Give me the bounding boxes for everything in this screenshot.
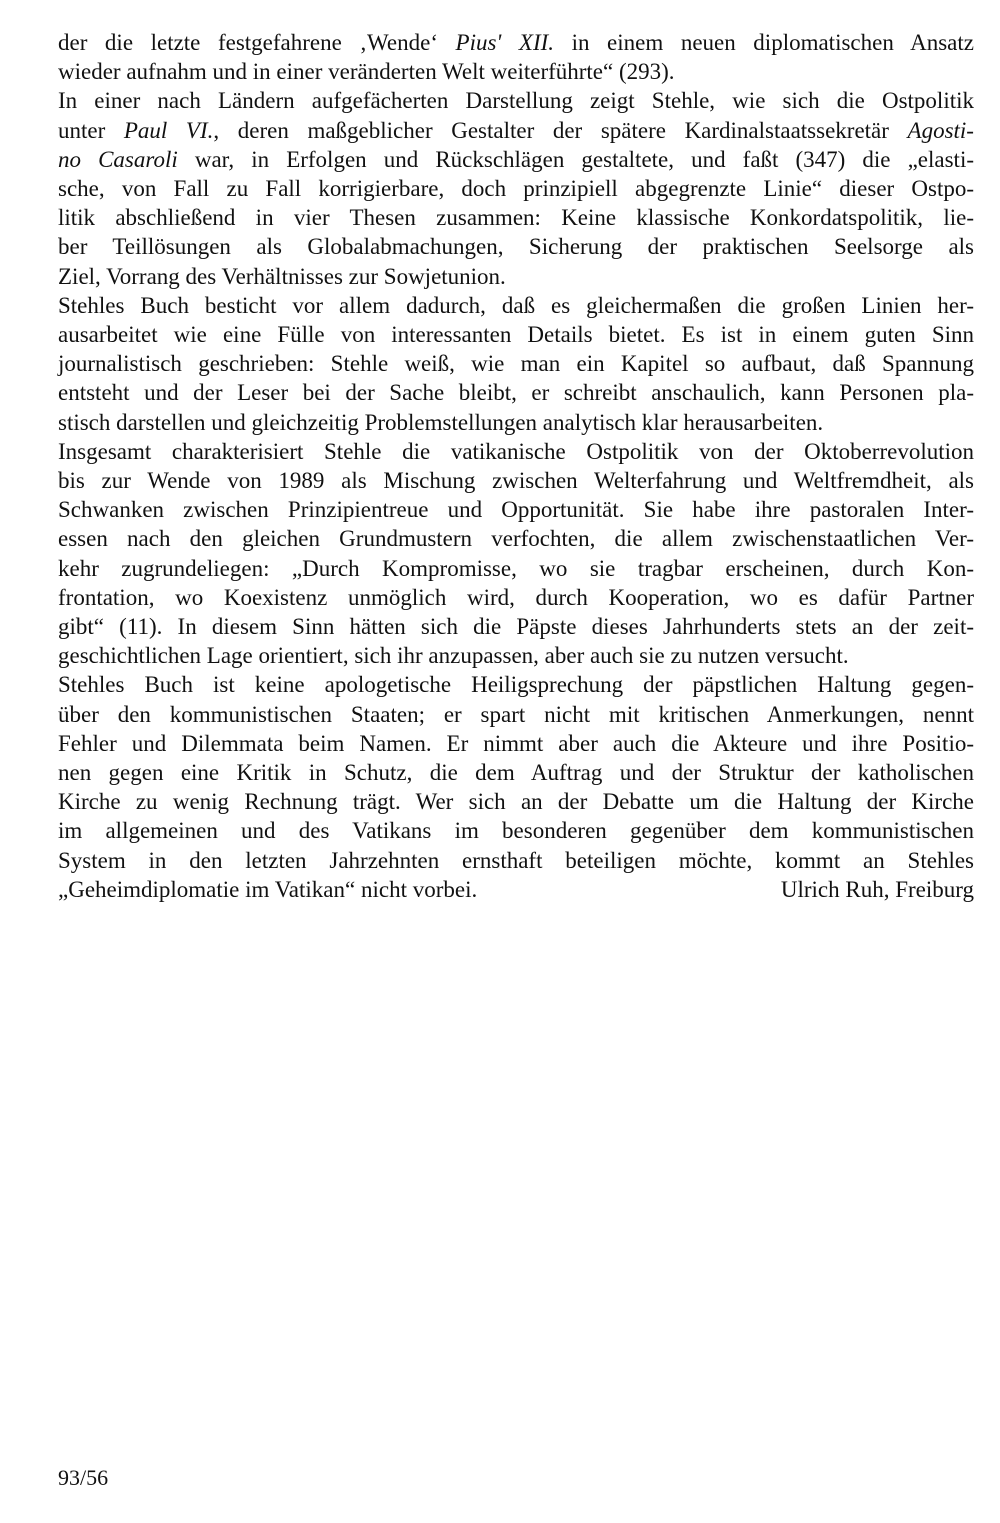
text-line [58, 174, 974, 203]
text-line [58, 670, 974, 699]
text-segment: In einer nach Ländern aufgefächerten Darstellung zeigt Stehle, wie sich die Ostpolitik [58, 88, 974, 114]
text-line [58, 495, 974, 524]
text-segment: geschichtlichen Lage orientiert, sich ihr anzupassen, aber auch sie zu nutzen versucht. [58, 643, 849, 669]
text-segment: der die letzte festgefahrene ‚Wende‘ [58, 30, 456, 55]
italic-name: Pius' XII. [455, 30, 555, 55]
text-line [58, 116, 974, 145]
text-line [58, 203, 974, 232]
text-line [58, 641, 974, 670]
text-segment: im allgemeinen und des Vatikans im besonderen gegenüber dem kommunistischen [58, 818, 974, 844]
italic-name: no Casaroli [58, 146, 178, 172]
text-segment: kehr zugrundeliegen: „Durch Kompromisse, wo sie tragbar erscheinen, durch Kon- [58, 555, 974, 581]
text-segment: ausarbeitet wie eine Fülle von interessanten Details bietet. Es ist in einem guten Sinn [58, 322, 974, 348]
text-line [58, 466, 974, 495]
text-segment: bis zur Wende von 1989 als Mischung zwischen Welterfahrung und Weltfremdheit, als [58, 468, 974, 494]
author-signature: Ulrich Ruh, Freiburg [780, 876, 974, 902]
text-line [58, 262, 974, 291]
text-line [58, 524, 974, 553]
text-line [58, 700, 974, 729]
text-line [58, 787, 974, 816]
text-line [58, 437, 974, 466]
text-segment: System in den letzten Jahrzehnten ernsthaft beteiligen möchte, kommt an Stehles [58, 847, 974, 873]
text-segment: stisch darstellen und gleichzeitig Problemstellungen analytisch klar herausarbeiten. [58, 409, 824, 435]
text-segment: gibt“ (11). In diesem Sinn hätten sich die Päpste dieses Jahrhunderts stets an der zeit- [58, 614, 974, 640]
page-number: 93/56 [58, 1465, 109, 1490]
text-segment: Stehles Buch besticht vor allem dadurch, daß es gleichermaßen die großen Linien her- [58, 292, 974, 318]
text-segment: Schwanken zwischen Prinzipientreue und Opportunität. Sie habe ihre pastoralen Inter- [58, 497, 974, 523]
text-line [58, 758, 974, 787]
text-line [58, 232, 974, 261]
text-segment: ber Teillösungen als Globalabmachungen, Sicherung der praktischen Seelsorge als [58, 234, 974, 260]
text-segment: sche, von Fall zu Fall korrigierbare, doch prinzipiell abgegrenzte Linie“ dieser Ostpo- [58, 176, 974, 202]
text-line [58, 349, 974, 378]
text-segment: Fehler und Dilemmata beim Namen. Er nimmt aber auch die Akteure und ihre Positio- [58, 730, 974, 756]
text-line [58, 320, 974, 349]
text-line [58, 554, 974, 583]
italic-name: Agosti- [907, 117, 974, 143]
text-segment: Stehles Buch ist keine apologetische Heiligsprechung der päpstlichen Haltung gegen- [58, 672, 974, 698]
text-segment: litik abschließend in vier Thesen zusammen: Keine klassische Konkordatspolitik, lie- [58, 205, 974, 231]
text-segment: unter [58, 117, 124, 143]
text-segment: nen gegen eine Kritik in Schutz, die dem Auftrag und der Struktur der katholischen [58, 760, 974, 786]
closing-line [58, 875, 974, 904]
text-segment: Ziel, Vorrang des Verhältnisses zur Sowjetunion. [58, 263, 506, 289]
text-line [58, 729, 974, 758]
text-line [58, 57, 974, 86]
text-segment: entsteht und der Leser bei der Sache bleibt, er schreibt anschaulich, kann Personen pla- [58, 380, 974, 406]
closing-sentence: „Geheimdiplomatie im Vatikan“ nicht vorbei. [58, 876, 478, 902]
text-segment: Insgesamt charakterisiert Stehle die vatikanische Ostpolitik von der Oktoberrevolution [58, 438, 974, 464]
text-line [58, 28, 974, 57]
text-line [58, 145, 974, 174]
text-line [58, 816, 974, 845]
text-segment: über den kommunistischen Staaten; er spart nicht mit kritischen Anmerkungen, nennt [58, 701, 974, 727]
italic-name: Paul VI. [123, 117, 214, 143]
text-segment: war, in Erfolgen und Rückschlägen gestaltete, und faßt (347) die „elasti- [177, 146, 974, 172]
text-line [58, 846, 974, 875]
text-line [58, 583, 974, 612]
text-line [58, 612, 974, 641]
text-segment: wieder aufnahm und in einer veränderten Welt weiterführte“ (293). [58, 59, 675, 85]
text-segment: , deren maßgeblicher Gestalter der spätere Kardinalstaatssekretär [213, 117, 908, 143]
text-segment: essen nach den gleichen Grundmustern verfochten, die allem zwischenstaatlichen Ver- [58, 526, 974, 552]
text-segment: Kirche zu wenig Rechnung trägt. Wer sich an der Debatte um die Haltung der Kirche [58, 789, 974, 815]
text-line [58, 291, 974, 320]
text-segment: journalistisch geschrieben: Stehle weiß, wie man ein Kapitel so aufbaut, daß Spannung [58, 351, 974, 377]
text-line [58, 378, 974, 407]
text-line [58, 86, 974, 115]
text-segment: in einem neuen diplomatischen Ansatz [554, 30, 974, 55]
text-segment: frontation, wo Koexistenz unmöglich wird, durch Kooperation, wo es dafür Partner [58, 584, 974, 610]
review-text [58, 28, 974, 875]
text-line [58, 408, 974, 437]
